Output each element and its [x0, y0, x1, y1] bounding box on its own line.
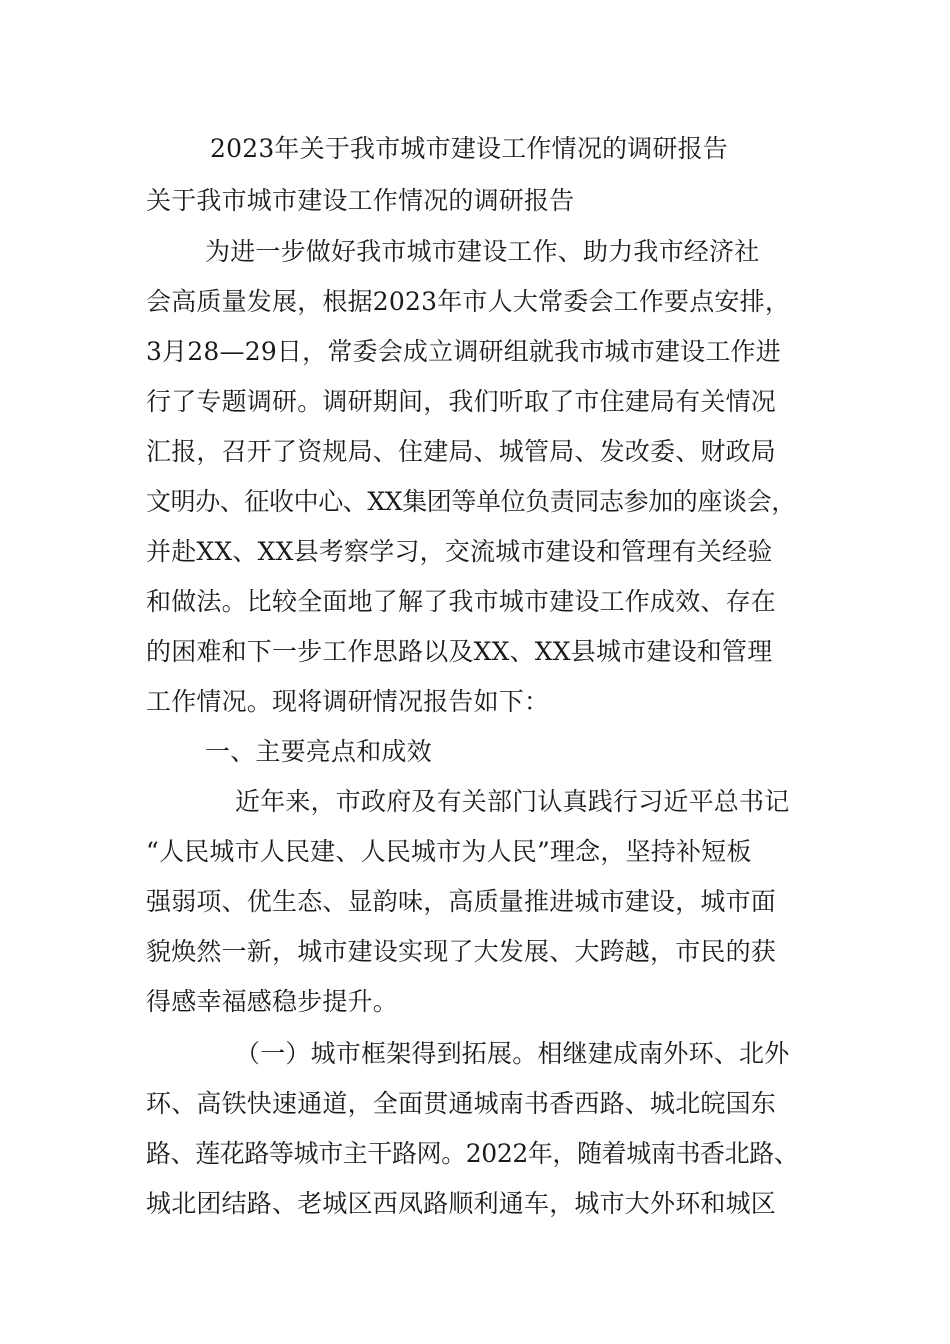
paragraph-line: 城北团结路、老城区西凤路顺利通车，城市大外环和城区	[146, 1189, 777, 1218]
paragraph-line: 文明办、征收中心、XX集团等单位负责同志参加的座谈会，	[146, 487, 796, 516]
paragraph-line: 会高质量发展，根据2023年市人大常委会工作要点安排，	[146, 287, 791, 316]
paragraph-line: 貌焕然一新，城市建设实现了大发展、大跨越，市民的获	[146, 937, 777, 966]
paragraph-line: （一）城市框架得到拓展。相继建成南外环、北外	[235, 1039, 790, 1068]
document-subtitle: 关于我市城市建设工作情况的调研报告	[146, 186, 575, 215]
paragraph-line: “人民城市人民建、人民城市为人民”理念，坚持补短板	[146, 837, 752, 866]
paragraph-line: 强弱项、优生态、显韵味，高质量推进城市建设，城市面	[146, 887, 777, 916]
paragraph-line: 的困难和下一步工作思路以及XX、XX县城市建设和管理	[146, 637, 773, 666]
paragraph-line: 得感幸福感稳步提升。	[146, 987, 399, 1016]
paragraph-line: 和做法。比较全面地了解了我市城市建设工作成效、存在	[146, 587, 777, 616]
paragraph-line: 为进一步做好我市城市建设工作、助力我市经济社	[205, 237, 760, 266]
section-heading: 一、主要亮点和成效	[205, 737, 432, 766]
paragraph-line: 路、莲花路等城市主干路网。2022年，随着城南书香北路、	[146, 1139, 799, 1168]
paragraph-line: 并赴XX、XX县考察学习，交流城市建设和管理有关经验	[146, 537, 773, 566]
paragraph-line: 3月28—29日，常委会成立调研组就我市城市建设工作进	[146, 337, 781, 366]
paragraph-line: 近年来，市政府及有关部门认真践行习近平总书记	[235, 787, 790, 816]
document-title: 2023年关于我市城市建设工作情况的调研报告	[210, 134, 729, 163]
paragraph-line: 环、高铁快速通道，全面贯通城南书香西路、城北皖国东	[146, 1089, 777, 1118]
paragraph-line: 工作情况。现将调研情况报告如下：	[146, 687, 550, 716]
paragraph-line: 行了专题调研。调研期间，我们听取了市住建局有关情况	[146, 387, 777, 416]
paragraph-line: 汇报，召开了资规局、住建局、城管局、发改委、财政局	[146, 437, 777, 466]
